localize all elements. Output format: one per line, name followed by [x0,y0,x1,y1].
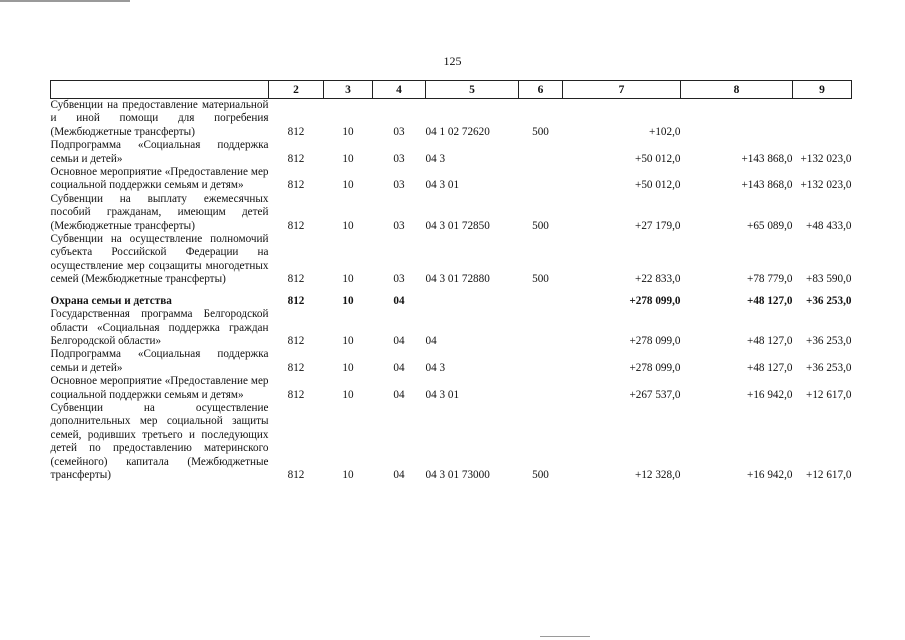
row-name: Основное мероприятие «Предоставление мер социальной поддержки семьям и детям» [50,166,269,192]
cell-ved: 812 [287,334,305,347]
cell-expense-type [519,287,563,308]
cell-subsection: 04 [393,361,405,374]
cell-amount-col7: +22 833,0 [635,273,681,286]
cell-subsection: 03 [393,179,405,192]
cell-amount-col8: +78 779,0 [747,273,793,286]
table-row [51,308,852,348]
budget-table [50,80,852,482]
header-col-9: 9 [793,81,852,99]
cell-target-article: 04 3 [425,152,446,165]
cell-amount-col9: +36 253,0 [806,361,852,374]
cell-section: 10 [342,152,354,165]
scan-mark-bottom [540,636,590,637]
cell-amount-col9: +36 253,0 [806,334,852,347]
cell-amount-col9: +36 253,0 [805,294,852,307]
table-row [51,139,852,166]
table-row [51,233,852,287]
cell-amount-col8: +16 942,0 [747,468,793,481]
cell-amount-col7: +50 012,0 [635,152,681,165]
scan-mark-top [0,0,130,2]
cell-target-article: 04 3 01 [425,179,460,192]
header-col-4: 4 [373,81,426,99]
cell-ved: 812 [287,152,305,165]
cell-target-article: 04 3 01 [425,388,460,401]
cell-section: 10 [342,219,354,232]
cell-target-article: 04 3 01 73000 [425,468,490,481]
table-body [51,99,852,483]
cell-amount-col9: +132 023,0 [800,179,852,192]
cell-ved: 812 [287,125,305,138]
cell-expense-type [519,139,563,166]
cell-section: 10 [342,273,354,286]
cell-target-article: 04 1 02 72620 [425,125,490,138]
table-header-row [51,81,852,99]
cell-amount-col7: +278 099,0 [629,334,681,347]
header-col-8: 8 [681,81,793,99]
cell-subsection: 03 [393,125,405,138]
cell-section: 10 [342,388,354,401]
row-name: Субвенции на выплату ежемесячных пособий гражданам, имеющим детей (Межбюджетные трансферты) [50,192,269,232]
cell-subsection: 04 [393,388,405,401]
cell-target-article: 04 [425,334,437,347]
cell-target-article: 04 3 01 72850 [425,219,490,232]
cell-expense-type [519,348,563,375]
table-row [51,99,852,140]
cell-amount-col9: +12 617,0 [806,388,852,401]
cell-amount-col8 [681,99,793,140]
cell-section: 10 [342,334,354,347]
cell-ved: 812 [287,361,305,374]
header-col-7: 7 [563,81,681,99]
row-name: Охрана семьи и детства [50,294,172,307]
cell-amount-col8: +143 868,0 [741,152,793,165]
row-name: Государственная программа Белгородской области «Социальная поддержка граждан Белгородской области» [50,308,269,347]
cell-section: 10 [342,125,354,138]
cell-amount-col8: +48 127,0 [746,294,793,307]
cell-amount-col7: +50 012,0 [635,179,681,192]
row-name: Подпрограмма «Социальная поддержка семьи и детей» [50,348,269,374]
cell-expense-type: 500 [532,125,549,138]
table-row [51,402,852,482]
cell-ved: 812 [287,388,305,401]
cell-expense-type: 500 [532,468,549,481]
cell-amount-col9 [793,99,852,140]
cell-amount-col8: +65 089,0 [747,219,793,232]
cell-amount-col7: +278 099,0 [629,361,681,374]
cell-ved: 812 [287,294,305,307]
cell-section: 10 [342,294,354,307]
cell-amount-col8: +48 127,0 [747,334,793,347]
cell-section: 10 [342,468,354,481]
row-name: Подпрограмма «Социальная поддержка семьи и детей» [50,139,269,165]
header-col-5: 5 [426,81,519,99]
cell-amount-col9: +132 023,0 [800,152,852,165]
cell-amount-col7: +267 537,0 [629,388,681,401]
cell-amount-col7: +102,0 [649,125,681,138]
cell-amount-col8: +16 942,0 [747,388,793,401]
cell-target-article: 04 3 01 72880 [425,273,490,286]
cell-subsection: 03 [393,152,405,165]
cell-subsection: 03 [393,219,405,232]
header-col-2: 2 [269,81,324,99]
cell-amount-col7: +12 328,0 [635,468,681,481]
table-row [51,375,852,402]
cell-amount-col7: +278 099,0 [629,294,681,307]
cell-expense-type: 500 [532,273,549,286]
cell-expense-type: 500 [532,219,549,232]
table-row [51,348,852,375]
table-row [51,166,852,193]
cell-ved: 812 [287,179,305,192]
cell-target-article: 04 3 [425,361,446,374]
cell-amount-col7: +27 179,0 [635,219,681,232]
cell-amount-col8: +143 868,0 [741,179,793,192]
cell-amount-col9: +48 433,0 [806,219,852,232]
row-name: Субвенции на осуществление дополнительных мер социальной защиты семей, родивших третьего и последующих детей по предоставлению материнского (семейного) капитала (Межбюджетные трансферты) [50,401,269,481]
header-col-3: 3 [324,81,373,99]
cell-amount-col8: +48 127,0 [747,361,793,374]
cell-subsection: 03 [393,273,405,286]
cell-expense-type [519,166,563,193]
cell-target-article [426,287,519,308]
cell-expense-type [519,308,563,348]
row-name: Основное мероприятие «Предоставление мер социальной поддержки семьям и детям» [50,375,269,401]
cell-expense-type [519,375,563,402]
cell-subsection: 04 [393,294,405,307]
cell-ved: 812 [287,273,305,286]
cell-ved: 812 [287,468,305,481]
row-name: Субвенции на осуществление полномочий субъекта Российской Федерации на осуществление мер соцзащиты многодетных семей (Межбюджетные трансферты) [50,233,269,286]
cell-section: 10 [342,179,354,192]
header-col-6: 6 [519,81,563,99]
cell-ved: 812 [287,219,305,232]
header-col-1 [51,81,269,99]
cell-subsection: 04 [393,334,405,347]
cell-amount-col9: +83 590,0 [806,273,852,286]
cell-subsection: 04 [393,468,405,481]
cell-amount-col9: +12 617,0 [806,468,852,481]
table-row [51,193,852,233]
row-name: Субвенции на предоставление материальной и иной помощи для погребения (Межбюджетные трансферты) [50,99,269,138]
cell-section: 10 [342,361,354,374]
table-row [51,287,852,308]
page-number: 125 [443,54,462,68]
